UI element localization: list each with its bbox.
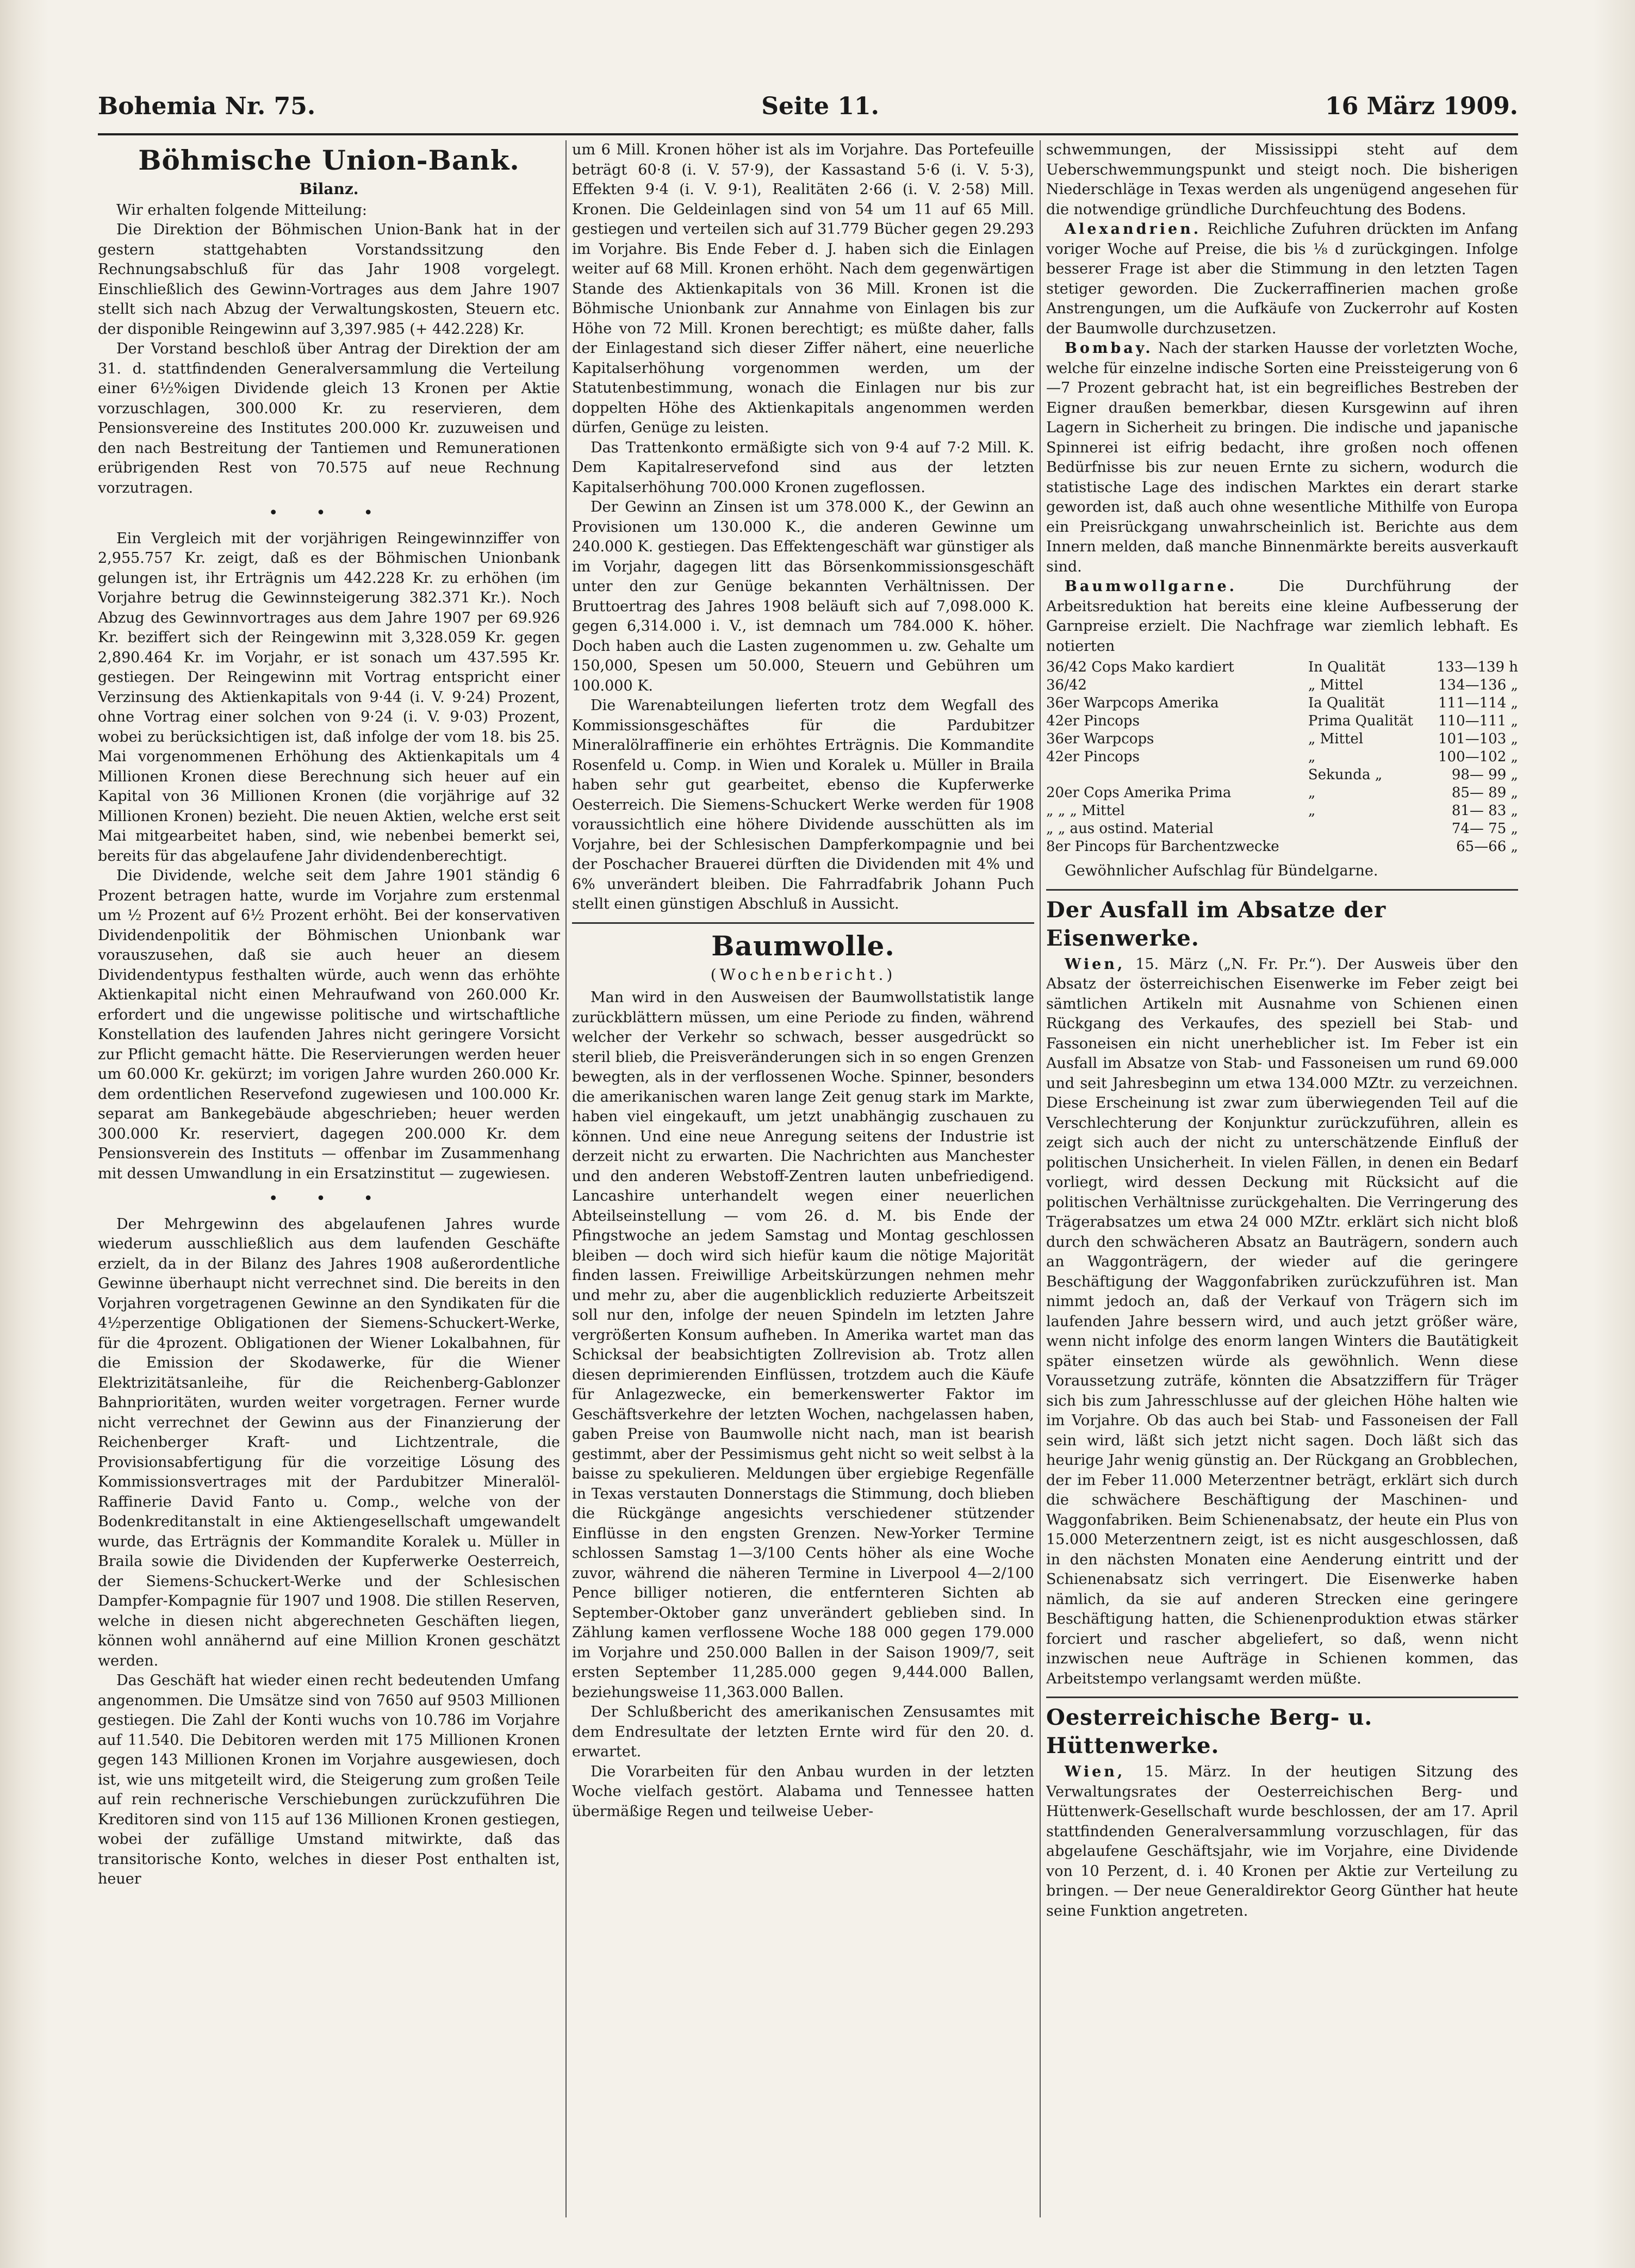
article-subtitle: (Wochenbericht.) <box>710 965 896 984</box>
table-cell: 36er Warpcops <box>1046 731 1154 747</box>
table-cell: 100—102 „ <box>1438 749 1518 765</box>
table-cell: 111—114 „ <box>1438 695 1518 711</box>
article-paragraph: Der Schlußbericht des amerikanischen Zensusamtes mit dem Endresultate der letzten Ernte wird für den 20. d. erwartet. <box>572 1704 1034 1760</box>
table-cell: 74— 75 „ <box>1451 821 1518 837</box>
table-cell: In Qualität <box>1308 659 1385 675</box>
table-row <box>1046 712 1518 730</box>
table-cell: 85— 89 „ <box>1451 785 1518 801</box>
article-title-union-bank: Böhmische Union-Bank. <box>138 144 520 176</box>
article-title-eisenwerke: Der Ausfall im Absatze der Eisenwerke. <box>1046 897 1387 951</box>
article-divider <box>1046 1697 1518 1698</box>
table-cell: 65—66 „ <box>1456 838 1518 855</box>
paragraph-text: Reichliche Zufuhren drückten im Anfang voriger Woche auf Preise, die bis ⅛ d zurückgingen. Infolge besserer Frage ist aber die Stimmung in den letzten Tagen stetiger geworden. Die Zuckerraffinerien machen große Anstrengungen, um die Aufkäufe von Zuckerrohr auf Kosten der Baumwolle durchzusetzen. <box>1046 221 1518 337</box>
yarn-price-table <box>1046 658 1518 856</box>
table-cell: 134—136 „ <box>1438 677 1518 693</box>
table-cell <box>1308 838 1426 856</box>
table-row <box>1046 784 1518 802</box>
paragraph-text: Die Durchführung der Arbeitsreduktion hat bereits eine kleine Aufbesserung der Garnpreise erzielt. Die Nachfrage war ziemlich lebhaft. Es notierten <box>1046 578 1518 655</box>
table-row <box>1046 748 1518 766</box>
article-intro: Wir erhalten folgende Mitteilung: <box>116 201 367 219</box>
table-note: Gewöhnlicher Aufschlag für Bündelgarne. <box>1065 862 1378 879</box>
article-paragraph: Der Vorstand beschloß über Antrag der Direktion der am 31. d. stattfindenden Generalversammlung die Verteilung einer 6½%igen Dividende gleich 13 Kronen per Aktie vorzuschlagen, 300.000 Kr. zu reservieren, dem Pensionsvereine des Institutes 200.000 Kr. zuzuweisen und den nach Bestreitung der Tantiemen und Remunerationen erübrigenden Rest von 70.575 auf neue Rechnung vorzutragen. <box>98 340 560 496</box>
dateline: Bombay. <box>1065 340 1153 357</box>
table-row <box>1046 694 1518 712</box>
dateline: Alexandrien. <box>1065 221 1202 238</box>
article-divider <box>1046 889 1518 891</box>
article-subtitle: Bilanz. <box>299 180 359 198</box>
table-cell: „ <box>1308 803 1316 819</box>
table-cell: 110—111 „ <box>1438 713 1518 729</box>
article-paragraph: Die Dividende, welche seit dem Jahre 1901 ständig 6 Prozent betragen hatte, wurde im Vorjahre zum erstenmal um ½ Prozent auf 6½ Prozent erhöht. Bei der konservativen Dividendenpolitik der Böhmischen Unionbank war vorauszusehen, daß sie auch heuer an diesem Dividendentypus festhalten würde, auch wenn das erhöhte Aktienkapital nicht einen Mehraufwand von 260.000 Kr. erfordert und die ungewisse politische und wirtschaftliche Konstellation des laufenden Jahres nicht geringere Vorsicht zur Pflicht gemacht hätte. Die Reservierungen werden heuer um 60.000 Kr. gekürzt; im vorigen Jahre wurden 260.000 Kr. dem ordentlichen Reservefond zugewiesen und 100.000 Kr. separat am Bankegebäude abgeschrieben; heuer werden 300.000 Kr. reserviert, dagegen 200.000 Kr. dem Pensionsverein des Instituts — offenbar im Zusammenhang mit dessen Umwandlung in ein Ersatzinstitut — zugewiesen. <box>98 867 560 1182</box>
table-cell: Prima Qualität <box>1308 713 1414 729</box>
table-row <box>1046 658 1518 676</box>
paragraph-text: 15. März („N. Fr. Pr.“). Der Ausweis über den Absatz der österreichischen Eisenwerke im Feber zeigt bei sämtlichen Artikeln mit Ausnahme von Schienen einen Rückgang des Verkaufes, des speziell bei Stab- und Fassoneisen ein nicht unerheblicher ist. Im Feber ist ein Ausfall im Absatze von Stab- und Fassoneisen um rund 69.000 und seit Jahresbeginn um etwa 134.000 MZtr. zu verzeichnen. Diese Erscheinung ist zwar zum überwiegenden Teil auf die Verschlechterung der Konjunktur zurückzuführen, allein es zeigt sich auch der nicht zu unterschätzende Einfluß der politischen Unsicherheit. In vielen Fällen, in denen ein Bedarf vorliegt, wird dessen Deckung mit Rücksicht auf die politischen Verhältnisse zurückgehalten. Die Verringerung des Trägerabsatzes um etwa 24 000 MZtr. erklärt sich nicht bloß durch den schwächeren Absatz an Bauträgern, sondern auch an Waggonträgern, der wieder auf die geringere Beschäftigung der Waggonfabriken zurückzuführen ist. Man nimmt jedoch an, daß der Verkauf von Trägern sich im laufenden Jahre bessern wird, und auch jetzt größer wäre, wenn nicht infolge des enorm langen Winters die Bautätigkeit später einsetzen würde als gewöhnlich. Wenn diese Voraussetzung zuträfe, könnten die Absatzziffern für Träger sich bis zum Jahresschlusse auf der gleichen Höhe halten wie im Vorjahre. Ob das auch bei Stab- und Fassoneisen der Fall sein wird, läßt sich jetzt nicht sagen. Doch läßt sich das heurige Jahr wenig günstig an. Der Rückgang an Grobblechen, der im Feber 11.000 Meterzentner beträgt, erklärt sich durch die schwächere Beschäftigung der Maschinen- und Waggonfabriken. Beim Schienenabsatz, der heute ein Plus von 15.000 Meterzentnern zeigt, ist es nicht ausgeschlossen, daß in den nächsten Monaten eine Aenderung eintritt und der Schienenabsatz sich verringert. Die Eisenwerke haben nämlich, da sie auf anderen Strecken eine geringere Beschäftigung hatten, die Schienenproduktion etwas stärker forciert und rascher abgeliefert, so daß, wenn nicht inzwischen neue Aufträge in Schienen kommen, das Arbeitstempo verlangsamt werden müßte. <box>1046 955 1518 1687</box>
table-row <box>1046 766 1518 784</box>
article-paragraph <box>1046 339 1518 577</box>
article-paragraph: Die Vorarbeiten für den Anbau wurden in der letzten Woche vielfach gestört. Alabama und Tennessee hatten übermäßige Regen und teilweise Ueber- <box>572 1763 1034 1820</box>
table-cell: „ <box>1308 749 1316 765</box>
article-paragraph: Die Direktion der Böhmischen Union-Bank hat in der gestern stattgehabten Vorstandssitzung den Rechnungsabschluß für das Jahr 1908 vorgelegt. Einschließlich des Gewinn-Vortrages aus dem Jahre 1907 stellt sich nach Abzug der Verwaltungskosten, Steuern etc. der disponible Reingewinn auf 3,397.985 (+ 442.228) Kr. <box>98 221 560 338</box>
article-paragraph <box>1046 955 1518 1689</box>
page-header <box>98 82 1518 131</box>
article-paragraph <box>1046 577 1518 656</box>
dateline: Baumwollgarne. <box>1065 578 1238 595</box>
dateline: Wien, <box>1065 1763 1126 1780</box>
article-paragraph: Das Trattenkonto ermäßigte sich von 9·4 auf 7·2 Mill. K. Dem Kapitalreservefond sind aus der letzten Kapitalserhöhung 700.000 Kronen zugeflossen. <box>572 439 1034 496</box>
article-paragraph: Der Gewinn an Zinsen ist um 378.000 K., der Gewinn an Provisionen um 130.000 K., die anderen Gewinne um 240.000 K. gestiegen. Das Effektengeschäft war günstiger als im Vorjahr, dagegen litt das Börsenkommissionsgeschäft unter den zur Genüge bekannten Verhältnissen. Der Bruttoertrag des Jahres 1908 beläuft sich auf 7,098.000 K. gegen 6,314.000 i. V., ist demnach um 784.000 K. höher. Doch haben auch die Lasten zugenommen u. zw. Gehalte um 150,000, Spesen um 50.000, Steuern und Gebühren um 100.000 K. <box>572 499 1034 694</box>
article-paragraph: Ein Vergleich mit der vorjährigen Reingewinnziffer von 2,955.757 Kr. zeigt, daß es der Böhmischen Unionbank gelungen ist, ihr Erträgnis um 442.228 Kr. zu erhöhen (im Vorjahre betrug die Gewinnsteigerung 382.371 Kr.). Noch Abzug des Gewinnvortrages aus dem Jahre 1907 per 69.926 Kr. beziffert sich der Reingewinn mit 3,328.059 Kr. gegen 2,890.464 Kr. im Vorjahr, er ist sonach um 437.595 Kr. gestiegen. Der Reingewinn mit Vortrag entspricht einer Verzinsung des Aktienkapitals von 9·44 (i. V. 9·24) Prozent, ohne Vortrag einer solchen von 9·24 (i. V. 9·03) Prozent, wobei zu berücksichtigen ist, daß infolge der vom 18. bis 25. Mai vorgenommenen Erhöhung des Aktienkapitals um 4 Millionen Kronen diese Berechnung sich heuer auf ein Kapital von 36 Millionen Kronen (die vorjährige auf 32 Millionen Kronen) bezieht. Die neuen Aktien, welche erst seit Mai mitgearbeitet haben, sind, wie nebenbei bemerkt sei, bereits für das abgelaufene Jahr dividendenberechtigt. <box>98 530 560 865</box>
header-rule <box>98 133 1518 135</box>
header-page-number: Seite 11. <box>761 92 879 120</box>
table-cell: 42er Pincops <box>1046 749 1140 765</box>
header-issue: Bohemia Nr. 75. <box>98 92 316 120</box>
table-cell: 36/42 <box>1046 677 1087 693</box>
column-divider <box>565 140 567 2217</box>
article-paragraph <box>1046 1762 1518 1921</box>
section-separator: • • • <box>268 504 390 523</box>
table-cell: 42er Pincops <box>1046 713 1140 729</box>
table-cell: 36/42 Cops Mako kardiert <box>1046 659 1234 675</box>
article-paragraph: schwemmungen, der Mississippi steht auf dem Ueberschwemmungspunkt und steigt noch. Die bisherigen Niederschläge in Texas werden als ungenügend angesehen für die notwendige gründliche Durchfeuchtung des Bodens. <box>1046 141 1518 218</box>
column-2 <box>572 140 1034 2217</box>
dateline: Wien, <box>1065 955 1126 973</box>
table-cell <box>1308 820 1426 838</box>
paragraph-text: Nach der starken Hausse der vorletzten Woche, welche für einzelne indische Sorten eine Preissteigerung von 6—7 Prozent gebracht hat, ist ein begreifliches Bestreben der Eigner draußen bemerkbar, diesen Kursgewinn auf ihren Lagern in Sicherheit zu bringen. Die indische und japanische Spinnerei ist eifrig bedacht, ihre großen noch offenen Bedürfnisse bis zur neuen Ernte zu sichern, wodurch die statistische Lage des indischen Marktes ein derart starke geworden ist, daß auch ohne wesentliche Mithilfe von Europa ein Preisrückgang unwahrscheinlich ist. Berichte aus dem Innern melden, daß manche Binnenmärkte bereits ausverkauft sind. <box>1046 340 1518 575</box>
table-row <box>1046 730 1518 748</box>
paragraph-text: 15. März. In der heutigen Sitzung des Verwaltungsrates der Oesterreichischen Berg- und Hüttenwerk-Gesellschaft wurde beschlossen, der am 17. April stattfindenden Generalversammlung vorzuschlagen, für das abgelaufene Geschäftsjahr, wie im Vorjahre, eine Dividende von 10 Perzent, d. i. 40 Kronen per Aktie zur Verteilung zu bringen. — Der neue Generaldirektor Georg Günther hat heute seine Funktion angetreten. <box>1046 1763 1518 1919</box>
article-paragraph: um 6 Mill. Kronen höher ist als im Vorjahre. Das Portefeuille beträgt 60·8 (i. V. 57·9), der Kassastand 5·6 (i. V. 5·3), Effekten 9·4 (i. V. 9·1), Realitäten 2·66 (i. V. 2·58) Mill. Kronen. Die Geldeinlagen sind von 54 um 11 auf 65 Mill. gestiegen und verteilen sich auf 31.779 Bücher gegen 29.293 im Vorjahre. Bis Ende Feber d. J. haben sich die Einlagen weiter auf 68 Mill. Kronen erhöht. Nach dem gegenwärtigen Stande des Aktienkapitals von 36 Mill. Kronen ist die Böhmische Unionbank zur Annahme von Einlagen bis zur Höhe von 72 Mill. Kronen berechtigt; es müßte daher, falls der Einlagestand sich dieser Ziffer nähert, eine neuerliche Kapitalserhöhung vorgenommen werden, um der Statutenbestimmung, wonach die Einlagen nur bis zur doppelten Höhe des Aktienkapitals angenommen werden dürfen, Genüge zu leisten. <box>572 141 1034 436</box>
table-cell: Sekunda „ <box>1308 767 1383 783</box>
table-cell: 8er Pincops für Barchentzwecke <box>1046 838 1279 855</box>
article-paragraph: Die Warenabteilungen lieferten trotz dem Wegfall des Kommissionsgeschäftes für die Pardubitzer Mineralölraffinerie ein erhöhtes Erträgnis. Die Kommandite Rosenfeld u. Comp. in Wien und Koralek u. Müller in Braila haben sehr gut gearbeitet, ebenso die Kupferwerke Oesterreich. Die Siemens-Schuckert Werke werden für 1908 voraussichtlich eine höhere Dividende ausschütten als im Vorjahre, bei der Schlesischen Dampferkompagnie und bei der Poschacher Brauerei dürften die Dividenden mit 4% und 6% unverändert bleiben. Die Fahrradfabrik Johann Puch stellt einen günstigen Abschluß in Aussicht. <box>572 697 1034 912</box>
article-paragraph: Man wird in den Ausweisen der Baumwollstatistik lange zurückblättern müssen, um eine Periode zu finden, während welcher der Verkehr so schwach, besser ausgedrückt so steril blieb, die Preisveränderungen sich in so engen Grenzen bewegten, als in der verflossenen Woche. Spinner, besonders die amerikanischen waren lange Zeit genug stark im Markte, haben viel eingekauft, um jetzt unabhängig zuschauen zu können. Und eine neue Anregung seitens der Industrie ist derzeit nicht zu erwarten. Die Nachrichten aus Manchester und den anderen Webstoff-Zentren lauten unbefriedigend. Lancashire unterhandelt wegen einer neuerlichen Abteilseinstellung — vom 26. d. M. bis Ende der Pfingstwoche an jedem Samstag und Montag geschlossen bleiben — doch wird sich hiefür kaum die nötige Majorität finden lassen. Freiwillige Arbeitskürzungen nehmen mehr und mehr zu, aber die augenblicklich reduzierte Arbeitszeit soll nur den, infolge der neuen Spindeln im letzten Jahre vergrößerten Konsum aufheben. In Amerika wartet man das Schicksal der beabsichtigten Zollrevision ab. Trotz allen diesen deprimierenden Einflüssen, trotzdem auch die Käufe für Anlagezwecke, ein bemerkenswerter Faktor im Geschäftsverkehre der letzten Wochen, nachgelassen haben, gaben Preise von Baumwolle nicht nach, man ist bearish gestimmt, aber der Pessimismus geht nicht so weit selbst à la baisse zu spekulieren. Meldungen über ergiebige Regenfälle in Texas verstauten Donnerstags die Stimmung, doch blieben die Rückgänge angesichts verschiedener stützender Einflüsse in den engsten Grenzen. New-Yorker Termine schlossen Samstag 1—3/100 Cents höher als eine Woche zuvor, während die näheren Termine in Liverpool 4—2/100 Pence billiger notieren, die entfernteren Sichten ab September-Oktober ganz unverändert geblieben sind. In Zählung kamen verflossene Woche 188 000 gegen 179.000 im Vorjahre und 250.000 Ballen in der Saison 1909/7, seit ersten September 11,285.000 gegen 9,444.000 Ballen, beziehungsweise 11,363.000 Ballen. <box>572 989 1034 1701</box>
column-divider <box>1040 140 1041 2217</box>
table-cell: „ <box>1308 785 1316 801</box>
article-paragraph: Der Mehrgewinn des abgelaufenen Jahres wurde wiederum ausschließlich aus dem laufenden Geschäfte erzielt, da in der Bilanz des Jahres 1908 außerordentliche Gewinne überhaupt nicht verrechnet sind. Die bereits in den Vorjahren vorgetragenen Gewinne an den Syndikaten für die 4½perzentige Obligationen der Siemens-Schuckert-Werke, für die 4prozent. Obligationen der Wiener Lokalbahnen, für die Emission der Skodawerke, für die Wiener Elektrizitätsanleihe, für die Reichenberg-Gablonzer Bahnprioritäten, wurden weiter vorgetragen. Ferner wurde nicht verrechnet der Gewinn aus der Finanzierung der Reichenberger Kraft- und Lichtzentrale, die Provisionsabfertigung für die vorzeitige Lösung des Kommissionsvertrages mit der Pardubitzer Mineralöl-Raffinerie David Fanto u. Comp., welche von der Bodenkreditanstalt in eine Aktiengesellschaft umgewandelt wurde, das Erträgnis der Kommandite Koralek u. Müller in Braila sowie die Dividenden der Kupferwerke Oesterreich, der Siemens-Schuckert-Werke und der Schlesischen Dampfer-Kompagnie für 1907 und 1908. Die stillen Reserven, welche in diesen nicht abgerechneten Geschäften liegen, können wohl annähernd auf eine Million Kronen geschätzt werden. <box>98 1215 560 1669</box>
table-cell <box>1046 766 1308 784</box>
table-cell: 98— 99 „ <box>1451 767 1518 783</box>
column-3 <box>1046 140 1518 2217</box>
table-row <box>1046 820 1518 838</box>
table-cell: „ Mittel <box>1308 677 1364 693</box>
table-row <box>1046 802 1518 820</box>
article-divider <box>572 922 1034 924</box>
table-cell: 101—103 „ <box>1438 731 1518 747</box>
table-cell: Ia Qualität <box>1308 695 1385 711</box>
article-paragraph <box>1046 220 1518 339</box>
table-cell: 20er Cops Amerika Prima <box>1046 785 1232 801</box>
table-row <box>1046 838 1518 856</box>
table-cell: „ „ aus ostind. Material <box>1046 821 1214 837</box>
section-separator: • • • <box>268 1189 390 1208</box>
table-cell: 81— 83 „ <box>1451 803 1518 819</box>
article-title-berg-huettenwerke: Oesterreichische Berg- u. Hüttenwerke. <box>1046 1705 1373 1759</box>
table-cell: 133—139 h <box>1436 659 1518 675</box>
table-cell: „ Mittel <box>1308 731 1364 747</box>
article-title-baumwolle: Baumwolle. <box>711 929 895 962</box>
column-1 <box>98 140 560 2217</box>
article-paragraph: Das Geschäft hat wieder einen recht bedeutenden Umfang angenommen. Die Umsätze sind von 7650 auf 9503 Millionen gestiegen. Die Zahl der Konti wuchs von 10.786 im Vorjahre auf 11.540. Die Debitoren werden mit 175 Millionen Kronen gegen 143 Millionen Kronen im Vorjahre ausgewiesen, doch ist, wie uns mitgeteilt wird, die Steigerung zum großen Teile auf rein rechnerische Verschiebungen zurückzuführen Die Kreditoren sind von 115 auf 136 Millionen Kronen gestiegen, wobei der zufällige Umstand mitwirkte, daß das transitorische Konto, welches in dieser Post enthalten ist, heuer <box>98 1672 560 1887</box>
table-cell: 36er Warpcops Amerika <box>1046 695 1219 711</box>
table-row <box>1046 676 1518 694</box>
header-date: 16 März 1909. <box>1325 92 1518 120</box>
table-cell: „ „ „ Mittel <box>1046 803 1125 819</box>
